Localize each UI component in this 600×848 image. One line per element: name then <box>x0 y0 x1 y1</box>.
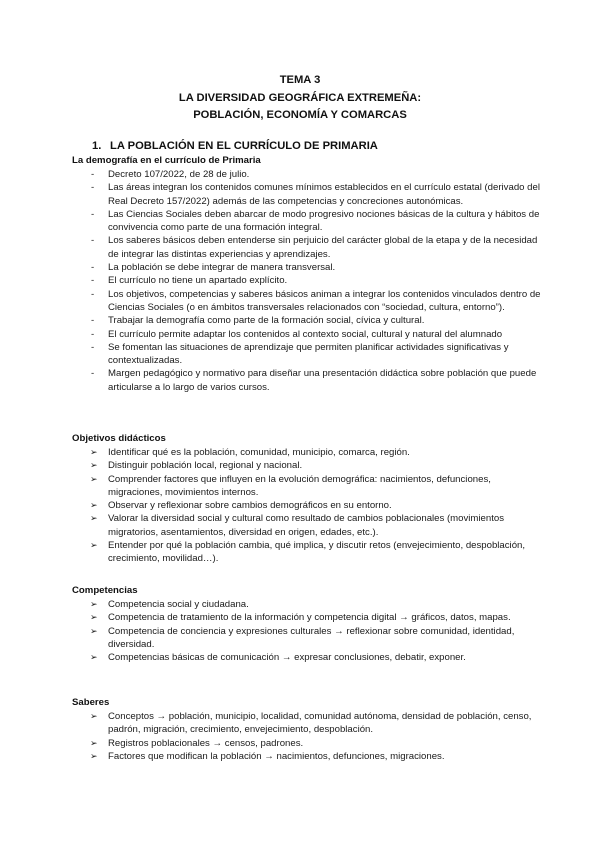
list-item <box>90 598 545 611</box>
list-item <box>90 168 545 181</box>
arrow-bullet-icon: ➢ <box>90 540 98 551</box>
dash-bullet-icon: - <box>91 262 95 274</box>
arrow-bullet-icon: ➢ <box>90 625 98 636</box>
list-item-text: La población se debe integrar de manera transversal. <box>108 262 336 274</box>
list-item-text: Competencia social y ciudadana. <box>108 599 249 610</box>
list-item-text: Margen pedagógico y normativo para diseñar una presentación didáctica sobre población que puede articularse a lo largo de varios cursos. <box>108 368 537 393</box>
arrow-bullet-icon: ➢ <box>90 711 98 721</box>
list-item <box>90 234 545 261</box>
list-item <box>90 625 545 652</box>
dash-bullet-icon: - <box>91 368 95 380</box>
list-item-text: Factores que modifican la población → nacimientos, defunciones, migraciones. <box>108 750 445 762</box>
list-item <box>90 328 545 341</box>
arrow-bullet-icon: ➢ <box>90 737 98 748</box>
saberes-list <box>90 710 545 763</box>
dash-bullet-icon: - <box>91 315 95 327</box>
list-item <box>90 314 545 327</box>
list-item <box>90 459 545 472</box>
arrow-bullet-icon: ➢ <box>90 750 98 761</box>
dash-bullet-icon: - <box>91 288 95 300</box>
list-item <box>90 651 545 664</box>
title-line-3: POBLACIÓN, ECONOMÍA Y COMARCAS <box>193 109 407 121</box>
competencias-list <box>90 598 545 664</box>
arrow-bullet-icon: ➢ <box>90 500 98 511</box>
arrow-bullet-icon: ➢ <box>90 460 98 471</box>
arrow-bullet-icon: ➢ <box>90 652 98 663</box>
subheading-competencias: Competencias <box>72 585 138 596</box>
title-line-1: TEMA 3 <box>279 74 321 86</box>
list-item-text: El currículo no tiene un apartado explícito. <box>108 275 288 287</box>
subheading-demografia: La demografía en el currículo de Primaria <box>72 155 261 166</box>
arrow-bullet-icon: ➢ <box>90 599 98 609</box>
list-item <box>90 750 545 763</box>
list-item-text: Observar y reflexionar sobre cambios demográficos en su entorno. <box>108 500 392 512</box>
list-item <box>90 512 545 539</box>
list-item <box>90 288 545 315</box>
list-item-text: Valorar la diversidad social y cultural como resultado de cambios poblacionales (movimientos migratorios, asentamientos, diversidad en origen, edades, etc.). <box>108 513 505 538</box>
list-item-text: Competencias básicas de comunicación → expresar conclusiones, debatir, exponer. <box>108 652 466 664</box>
dash-bullet-icon: - <box>91 328 95 340</box>
dash-bullet-icon: - <box>91 275 95 287</box>
dash-bullet-icon: - <box>91 169 95 180</box>
list-item <box>90 208 545 235</box>
section-heading-1 <box>92 139 378 153</box>
list-item <box>90 367 545 394</box>
list-item <box>90 446 545 459</box>
list-item <box>90 737 545 750</box>
section-title: LA POBLACIÓN EN EL CURRÍCULO DE PRIMARIA <box>110 140 378 152</box>
subheading-saberes: Saberes <box>72 697 110 708</box>
arrow-bullet-icon: ➢ <box>90 473 98 484</box>
list-item <box>90 341 545 368</box>
dash-bullet-icon: - <box>91 341 95 353</box>
dash-bullet-icon: - <box>91 182 95 194</box>
arrow-bullet-icon: ➢ <box>90 513 98 524</box>
list-item-text: Los saberes básicos deben entenderse sin perjuicio del carácter global de la etapa y de la necesidad de integrar las distintas experiencias y aprendizajes. <box>108 235 538 260</box>
list-item <box>90 473 545 500</box>
list-item-text: Competencia de tratamiento de la información y competencia digital → gráficos, datos, mapas. <box>108 612 511 624</box>
list-item-text: Trabajar la demografía como parte de la formación social, cívica y cultural. <box>108 315 425 327</box>
section-number: 1. <box>92 140 102 152</box>
list-item-text: Comprender factores que influyen en la evolución demográfica: nacimientos, defunciones, migraciones, movimientos internos. <box>108 473 491 498</box>
list-item-text: Conceptos → población, municipio, localidad, comunidad autónoma, densidad de población, censo, padrón, migración, crecimiento, envejecimiento, despoblación. <box>108 711 532 736</box>
list-item-text: Los objetivos, competencias y saberes básicos animan a integrar los contenidos vinculados dentro de Ciencias Sociales (o en ámbitos transversales relacionados con “sociedad, cultura, entorno”). <box>108 288 541 313</box>
arrow-bullet-icon: ➢ <box>90 612 98 623</box>
list-item-text: Se fomentan las situaciones de aprendizaje que permiten planificar actividades significativas y contextualizadas. <box>108 341 509 367</box>
list-item <box>90 611 545 624</box>
dash-bullet-icon: - <box>91 208 95 220</box>
list-item-text: Las Ciencias Sociales deben abarcar de modo progresivo nociones básicas de la cultura y hábitos de convivencia como parte de una formación integral. <box>108 208 540 234</box>
title-line-2: LA DIVERSIDAD GEOGRÁFICA EXTREMEÑA: <box>178 91 422 104</box>
list-item-text: Entender por qué la población cambia, qué implica, y discutir retos (envejecimiento, despoblación, crecimiento, movilidad…). <box>108 540 526 565</box>
list-item-text: Competencia de conciencia y expresiones culturales → reflexionar sobre comunidad, identidad, diversidad. <box>108 625 515 650</box>
list-item-text: El currículo permite adaptar los contenidos al contexto social, cultural y natural del alumnado <box>108 328 503 340</box>
objetivos-list <box>90 446 545 566</box>
dash-bullet-icon: - <box>91 235 95 247</box>
list-item-text: Registros poblacionales → censos, padrones. <box>108 737 304 749</box>
list-item <box>90 499 545 512</box>
list-item <box>90 261 545 274</box>
list-item-text: Identificar qué es la población, comunidad, municipio, comarca, región. <box>108 447 410 458</box>
list-item <box>90 181 545 208</box>
document-title <box>0 72 600 125</box>
list-item-text: Distinguir población local, regional y nacional. <box>108 460 303 472</box>
list-item-text: Las áreas integran los contenidos comunes mínimos establecidos en el currículo estatal (derivado del Real Decreto 157/2022) además de las competencias y concreciones autonómicas. <box>108 182 540 207</box>
arrow-bullet-icon: ➢ <box>90 447 98 457</box>
list-item <box>90 710 545 737</box>
list-item-text: Decreto 107/2022, de 28 de julio. <box>108 169 250 180</box>
subheading-objetivos: Objetivos didácticos <box>72 433 166 444</box>
demografia-list <box>90 168 545 394</box>
list-item <box>90 539 545 566</box>
list-item <box>90 274 545 287</box>
